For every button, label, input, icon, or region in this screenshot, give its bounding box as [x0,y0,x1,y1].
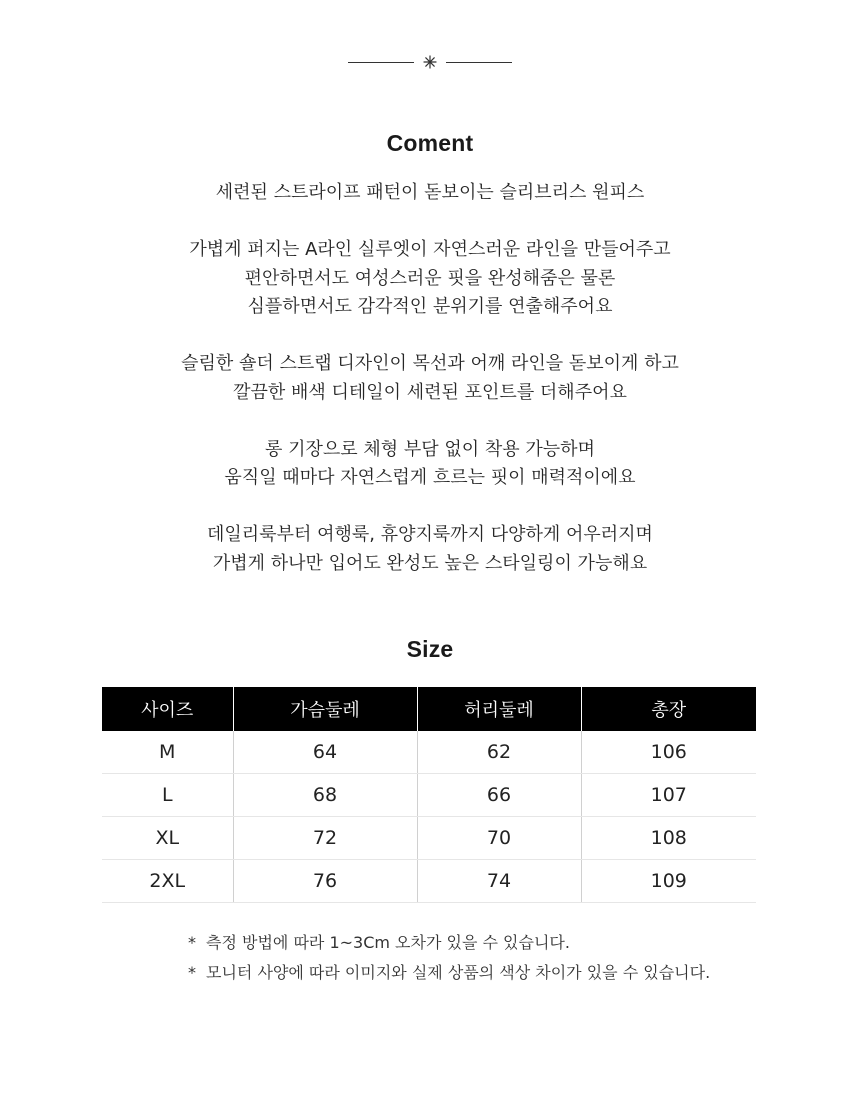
divider-line-left [348,62,414,63]
size-notes [188,928,710,988]
comment-line: 편안하면서도 여성스러운 핏을 완성해줌은 물론 [244,267,616,289]
table-row [102,860,756,903]
note-text: 측정 방법에 따라 1~3Cm 오차가 있을 수 있습니다. [206,933,570,952]
cell-waist: 66 [417,774,581,817]
header-chest: 가슴둘레 [233,687,417,731]
top-divider [0,52,860,72]
comment-line: 가볍게 퍼지는 A라인 실루엣이 자연스러운 라인을 만들어주고 [189,239,671,260]
cell-length: 108 [581,817,756,860]
header-length: 총장 [581,687,756,731]
comment-line: 세련된 스트라이프 패턴이 돋보이는 슬리브리스 원피스 [215,182,645,203]
table-row [102,731,756,774]
divider-line-right [446,62,512,63]
header-size: 사이즈 [102,687,233,731]
cell-size: L [102,774,233,817]
cell-waist: 70 [417,817,581,860]
note-item [188,928,710,958]
comment-paragraph [0,521,860,578]
table-row [102,774,756,817]
note-bullet: * [188,933,196,952]
comment-line: 가볍게 하나만 입어도 완성도 높은 스타일링이 가능해요 [212,552,648,574]
cell-chest: 72 [233,817,417,860]
cell-chest: 76 [233,860,417,903]
comment-paragraph [0,350,860,407]
cell-length: 106 [581,731,756,774]
cell-waist: 74 [417,860,581,903]
cell-length: 107 [581,774,756,817]
comment-paragraph [0,179,860,208]
comment-line: 심플하면서도 감각적인 분위기를 연출해주어요 [247,296,613,317]
comment-line: 깔끔한 배색 디테일이 세련된 포인트를 더해주어요 [233,381,627,403]
note-bullet: * [188,963,196,982]
table-row [102,817,756,860]
comment-line: 롱 기장으로 체형 부담 없이 착용 가능하며 [265,438,595,460]
comment-line: 데일리룩부터 여행룩, 휴양지룩까지 다양하게 어우러지며 [207,524,653,545]
cell-size: 2XL [102,860,233,903]
cell-chest: 64 [233,731,417,774]
comment-paragraph [0,436,860,493]
cell-waist: 62 [417,731,581,774]
sparkle-icon [422,54,438,70]
note-text: 모니터 사양에 따라 이미지와 실제 상품의 색상 차이가 있을 수 있습니다. [206,963,711,982]
cell-chest: 68 [233,774,417,817]
header-waist: 허리둘레 [417,687,581,731]
comment-line: 움직일 때마다 자연스럽게 흐르는 핏이 매력적이에요 [224,467,636,488]
note-item [188,958,710,988]
size-title: Size [406,636,454,662]
comment-text [0,179,860,607]
cell-length: 109 [581,860,756,903]
cell-size: M [102,731,233,774]
comment-paragraph [0,236,860,322]
cell-size: XL [102,817,233,860]
comment-line: 슬림한 숄더 스트랩 디자인이 목선과 어깨 라인을 돋보이게 하고 [181,353,679,374]
size-table-header-row [102,687,756,731]
size-table [102,687,756,903]
comment-title: Coment [386,130,474,156]
